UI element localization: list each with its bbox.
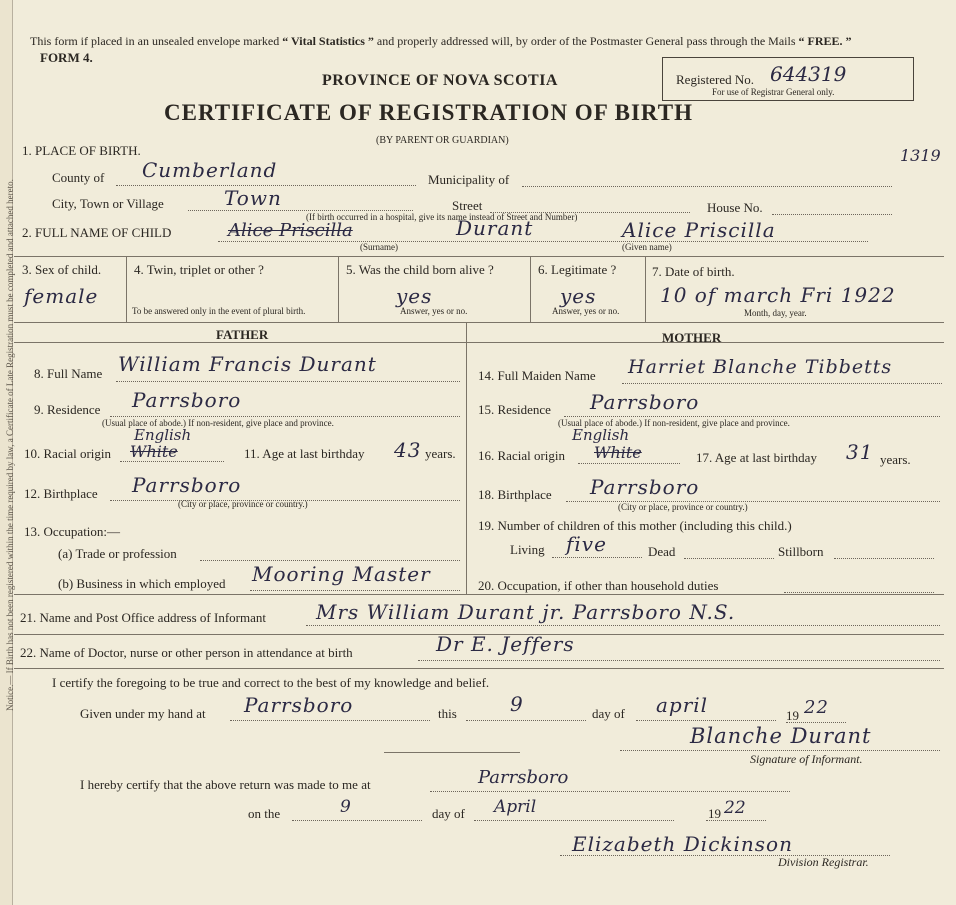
twin-label: 4. Twin, triplet or other ?: [134, 262, 264, 277]
legitimate-note: Answer, yes or no.: [552, 306, 620, 316]
registrar-signature: Elizabeth Dickinson: [572, 832, 793, 856]
registrar-year-prefix: 19: [708, 806, 721, 821]
legitimate-value: yes: [560, 284, 597, 308]
dead-label: Dead: [648, 544, 676, 559]
registrar-day: 9: [340, 797, 351, 817]
hospital-note: (If birth occurred in a hospital, give its name instead of Street and Number): [306, 212, 578, 222]
children-label: 19. Number of children of this mother (including this child.): [478, 518, 792, 533]
registrar-year: 22: [724, 798, 746, 818]
date-note: Month, day, year.: [744, 308, 807, 318]
informant-signature-caption: Signature of Informant.: [750, 752, 863, 766]
on-label: on the: [248, 806, 281, 821]
side-note: Notice.— If Birth has not been registered within the time required by law, a Certificate of Late Registration must be completed and attached hereto.: [5, 179, 15, 711]
doctor-value: Dr E. Jeffers: [436, 632, 575, 656]
legitimate-label: 6. Legitimate ?: [538, 262, 617, 277]
dayof-label: day of: [592, 706, 625, 721]
street-label: Street: [452, 198, 483, 213]
father-name-label: 8. Full Name: [34, 366, 103, 381]
father-birthplace-note: (City or place, province or country.): [178, 499, 308, 509]
child-name-struck: Alice Priscilla: [228, 220, 353, 241]
mother-age: 31: [846, 440, 874, 464]
mother-years-label: years.: [880, 452, 911, 467]
mother-birthplace-label: 18. Birthplace: [478, 487, 552, 502]
mother-name-label: 14. Full Maiden Name: [478, 368, 596, 383]
registered-number: 644319: [770, 62, 847, 86]
father-heading: FATHER: [216, 327, 269, 342]
trade-label: (a) Trade or profession: [58, 546, 177, 561]
mother-heading: MOTHER: [662, 330, 722, 345]
registered-note: For use of Registrar General only.: [712, 87, 835, 97]
father-occupation-label: 13. Occupation:—: [24, 524, 121, 539]
mother-residence: Parrsboro: [590, 390, 700, 414]
municipality-label: Municipality of: [428, 172, 510, 187]
margin-number: 1319: [900, 146, 941, 165]
mother-residence-note: (Usual place of abode.) If non-resident, give place and province.: [558, 418, 790, 428]
mail-note: This form if placed in an unsealed envelope marked “ Vital Statistics ” and properly addressed will, by order of the Postmaster General pass through the Mails “ FREE. ”: [30, 34, 852, 48]
given-label: Given under my hand at: [80, 706, 206, 721]
side-margin: [0, 0, 13, 905]
this-label: this: [438, 706, 457, 721]
living-label: Living: [510, 542, 545, 557]
sex-value: female: [24, 284, 99, 308]
father-residence: Parrsboro: [132, 388, 242, 412]
father-age-label: 11. Age at last birthday: [244, 446, 365, 461]
doctor-label: 22. Name of Doctor, nurse or other person in attendance at birth: [20, 645, 353, 660]
given-year-prefix: 19: [786, 708, 799, 723]
registrar-month: April: [494, 797, 537, 817]
stillborn-label: Stillborn: [778, 544, 824, 559]
date-label: 7. Date of birth.: [652, 264, 735, 279]
twin-note: To be answered only in the event of plural birth.: [132, 306, 306, 316]
mother-racial-label: 16. Racial origin: [478, 448, 566, 463]
father-birthplace: Parrsboro: [132, 473, 242, 497]
registrar-place: Parrsboro: [478, 767, 569, 788]
father-years-label: years.: [425, 446, 456, 461]
father-business: Mooring Master: [252, 562, 431, 586]
certify-statement: I certify the foregoing to be true and correct to the best of my knowledge and belief.: [52, 675, 490, 690]
alive-note: Answer, yes or no.: [400, 306, 468, 316]
registrar-caption: Division Registrar.: [778, 855, 869, 869]
alive-label: 5. Was the child born alive ?: [346, 262, 494, 277]
father-racial-struck: White: [130, 442, 178, 461]
business-label: (b) Business in which employed: [58, 576, 226, 591]
given-place: Parrsboro: [244, 693, 354, 717]
father-name: William Francis Durant: [118, 352, 377, 376]
sex-label: 3. Sex of child.: [22, 262, 102, 277]
registrar-statement: I hereby certify that the above return was made to me at: [80, 777, 371, 792]
house-label: House No.: [707, 200, 763, 215]
mother-age-label: 17. Age at last birthday: [696, 450, 817, 465]
mother-occupation-label: 20. Occupation, if other than household duties: [478, 578, 719, 593]
county-value: Cumberland: [142, 158, 278, 182]
father-racial-label: 10. Racial origin: [24, 446, 112, 461]
surname-caption: (Surname): [360, 242, 398, 252]
father-racial: English: [134, 426, 192, 444]
mother-racial-struck: White: [594, 443, 642, 462]
given-day: 9: [510, 692, 524, 716]
mother-racial: English: [572, 426, 630, 444]
registrar-dayof-label: day of: [432, 806, 465, 821]
alive-value: yes: [396, 284, 433, 308]
given-year: 22: [804, 697, 829, 718]
mother-residence-label: 15. Residence: [478, 402, 551, 417]
informant-signature: Blanche Durant: [690, 724, 872, 748]
certificate-title: CERTIFICATE OF REGISTRATION OF BIRTH: [164, 100, 693, 125]
mother-birthplace: Parrsboro: [590, 475, 700, 499]
given-caption: (Given name): [622, 242, 672, 252]
father-birthplace-label: 12. Birthplace: [24, 486, 98, 501]
city-value: Town: [224, 186, 282, 210]
city-label: City, Town or Village: [52, 196, 164, 211]
living-value: five: [566, 532, 607, 556]
county-label: County of: [52, 170, 105, 185]
father-residence-note: (Usual place of abode.) If non-resident, give place and province.: [102, 418, 334, 428]
father-residence-label: 9. Residence: [34, 402, 101, 417]
child-name-label: 2. FULL NAME OF CHILD: [22, 225, 172, 240]
place-heading: 1. PLACE OF BIRTH.: [22, 143, 141, 158]
father-age: 43: [394, 438, 422, 462]
province-heading: PROVINCE OF NOVA SCOTIA: [322, 72, 558, 89]
informant-value: Mrs William Durant jr. Parrsboro N.S.: [316, 600, 736, 624]
mother-name: Harriet Blanche Tibbetts: [628, 356, 893, 378]
mother-birthplace-note: (City or place, province or country.): [618, 502, 748, 512]
child-given-name: Alice Priscilla: [622, 218, 776, 242]
registered-label: Registered No.: [676, 72, 754, 87]
child-surname: Durant: [456, 216, 534, 240]
given-month: april: [656, 693, 709, 717]
informant-label: 21. Name and Post Office address of Informant: [20, 610, 266, 625]
certificate-subtitle: (BY PARENT OR GUARDIAN): [376, 135, 509, 146]
date-value: 10 of march Fri 1922: [660, 283, 896, 307]
form-number: FORM 4.: [40, 50, 93, 65]
